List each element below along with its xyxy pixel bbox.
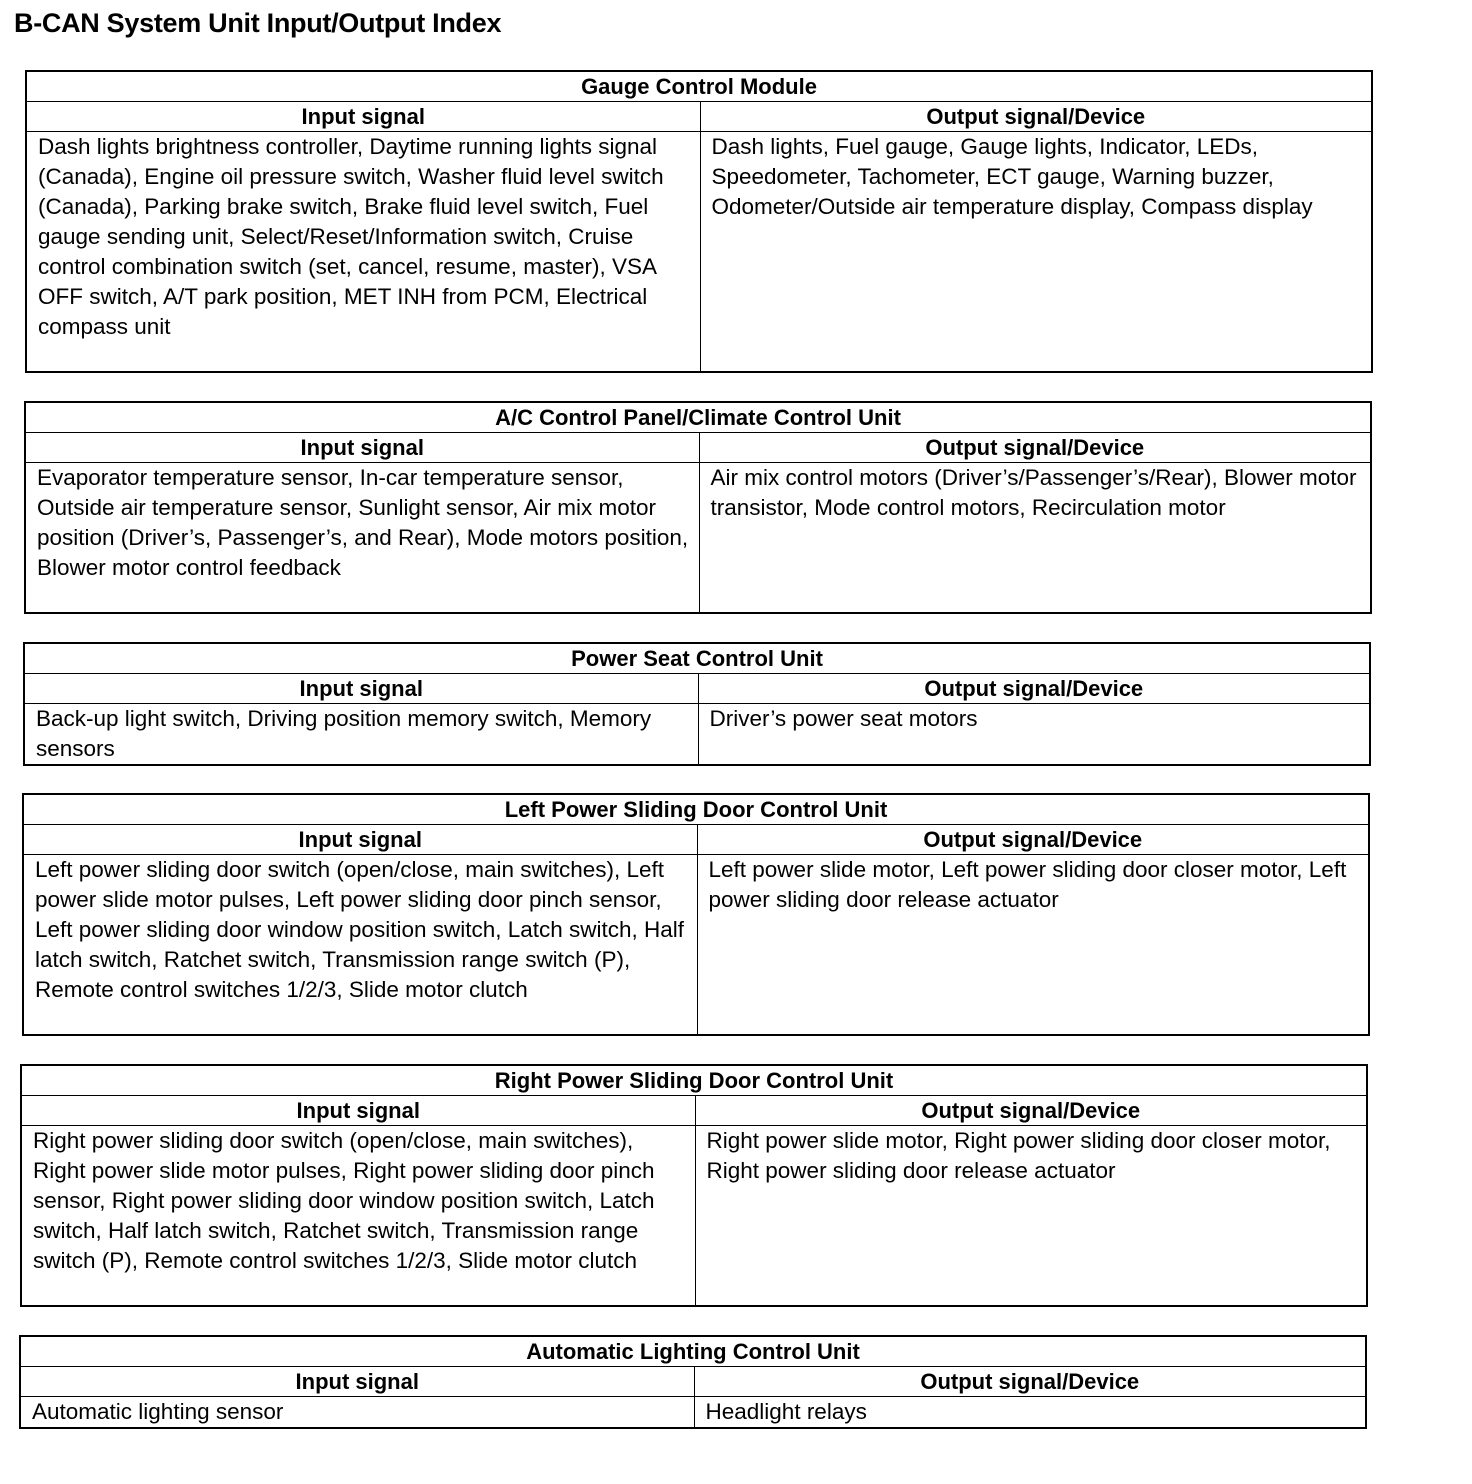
- unit-title: Right Power Sliding Door Control Unit: [21, 1065, 1367, 1096]
- output-signal-header: Output signal/Device: [694, 1367, 1366, 1397]
- input-signal-cell: Evaporator temperature sensor, In-car temperature sensor, Outside air temperature sensor, Sunlight sensor, Air mix motor position (Driver’s, Passenger’s, and Rear), Mode motors position, Blower motor control feedback: [25, 463, 699, 613]
- unit-title: Left Power Sliding Door Control Unit: [23, 794, 1369, 825]
- output-signal-cell: Headlight relays: [694, 1397, 1366, 1429]
- input-signal-cell: Right power sliding door switch (open/close, main switches), Right power slide motor pulses, Right power sliding door pinch sensor, Right power sliding door window position switch, Latch switch, Half latch switch, Ratchet switch, Transmission range switch (P), Remote control switches 1/2/3, Slide motor clutch: [21, 1126, 695, 1306]
- input-signal-cell: Dash lights brightness controller, Daytime running lights signal (Canada), Engine oil pressure switch, Washer fluid level switch (Canada), Parking brake switch, Brake fluid level switch, Fuel gauge sending unit, Select/Reset/Information switch, Cruise control combination switch (set, cancel, resume, master), VSA OFF switch, A/T park position, MET INH from PCM, Electrical compass unit: [26, 132, 700, 372]
- input-signal-header: Input signal: [26, 102, 700, 132]
- output-signal-cell: Driver’s power seat motors: [698, 704, 1370, 766]
- output-signal-cell: Left power slide motor, Left power sliding door closer motor, Left power sliding door release actuator: [697, 855, 1369, 1035]
- output-signal-header: Output signal/Device: [698, 674, 1370, 704]
- unit-title: A/C Control Panel/Climate Control Unit: [25, 402, 1371, 433]
- output-signal-header: Output signal/Device: [700, 102, 1372, 132]
- unit-table-automatic-lighting-unit: [19, 1335, 1367, 1429]
- output-signal-cell: Air mix control motors (Driver’s/Passenger’s/Rear), Blower motor transistor, Mode control motors, Recirculation motor: [699, 463, 1371, 613]
- input-signal-header: Input signal: [24, 674, 698, 704]
- input-signal-header: Input signal: [23, 825, 697, 855]
- output-signal-header: Output signal/Device: [695, 1096, 1367, 1126]
- output-signal-cell: Dash lights, Fuel gauge, Gauge lights, Indicator, LEDs, Speedometer, Tachometer, ECT gauge, Warning buzzer, Odometer/Outside air temperature display, Compass display: [700, 132, 1372, 372]
- input-signal-cell: Left power sliding door switch (open/close, main switches), Left power slide motor pulses, Left power sliding door pinch sensor, Left power sliding door window position switch, Latch switch, Half latch switch, Ratchet switch, Transmission range switch (P), Remote control switches 1/2/3, Slide motor clutch: [23, 855, 697, 1035]
- output-signal-header: Output signal/Device: [699, 433, 1371, 463]
- unit-table-left-sliding-door-unit: [22, 793, 1370, 1036]
- page-title: B-CAN System Unit Input/Output Index: [14, 8, 502, 38]
- input-signal-cell: Back-up light switch, Driving position memory switch, Memory sensors: [24, 704, 698, 766]
- input-signal-header: Input signal: [20, 1367, 694, 1397]
- unit-title: Gauge Control Module: [26, 71, 1372, 102]
- unit-table-climate-control-unit: [24, 401, 1372, 614]
- input-signal-cell: Automatic lighting sensor: [20, 1397, 694, 1429]
- output-signal-header: Output signal/Device: [697, 825, 1369, 855]
- output-signal-cell: Right power slide motor, Right power sliding door closer motor, Right power sliding door release actuator: [695, 1126, 1367, 1306]
- input-signal-header: Input signal: [21, 1096, 695, 1126]
- unit-table-right-sliding-door-unit: [20, 1064, 1368, 1307]
- unit-title: Automatic Lighting Control Unit: [20, 1336, 1366, 1367]
- unit-table-power-seat-control-unit: [23, 642, 1371, 766]
- unit-table-gauge-control-module: [25, 70, 1373, 373]
- unit-title: Power Seat Control Unit: [24, 643, 1370, 674]
- input-signal-header: Input signal: [25, 433, 699, 463]
